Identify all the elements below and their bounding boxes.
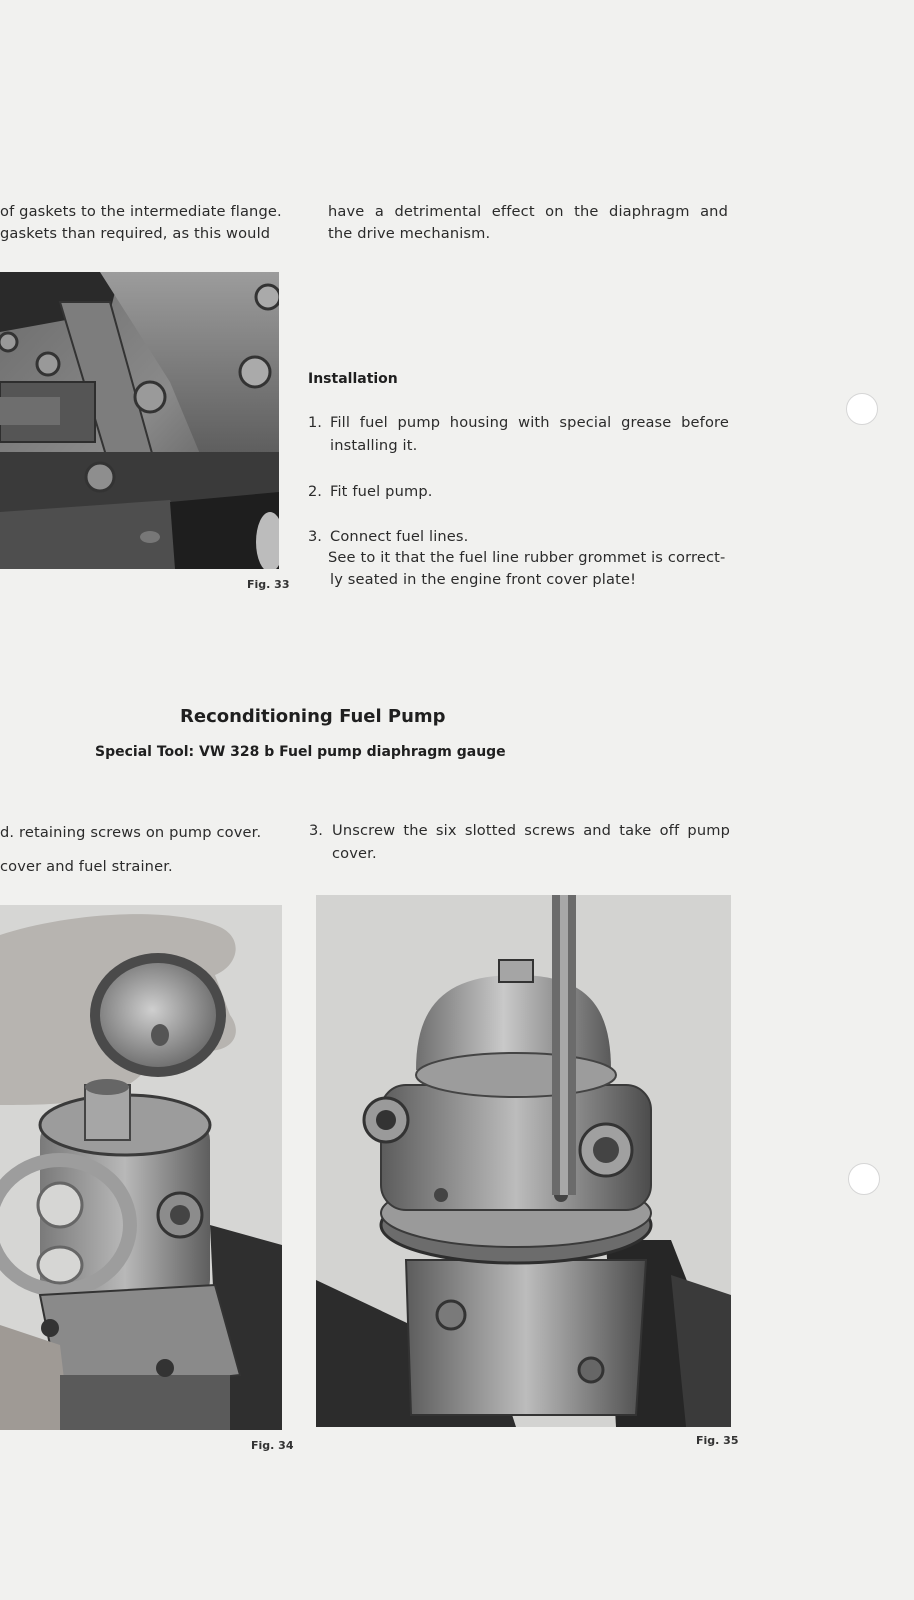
recon-step-3-line-1: Unscrew the six slotted screws and take off pump bbox=[332, 822, 730, 839]
top-right-line-2: the drive mechanism. bbox=[328, 225, 491, 242]
install-step-2-line-1: Fit fuel pump. bbox=[330, 483, 433, 500]
recon-left-line-1: d. retaining screws on pump cover. bbox=[0, 824, 262, 841]
install-step-1-line-1: Fill fuel pump housing with special grease before bbox=[330, 414, 729, 431]
top-left-line-1: of gaskets to the intermediate flange. bbox=[0, 203, 282, 220]
install-step-3-line-3: ly seated in the engine front cover plate! bbox=[330, 571, 637, 588]
install-step-1-number: 1. bbox=[308, 414, 322, 431]
install-step-2-number: 2. bbox=[308, 483, 322, 500]
top-right-line-1: have a detrimental effect on the diaphragm and bbox=[328, 203, 728, 220]
install-step-3-line-1: Connect fuel lines. bbox=[330, 528, 469, 545]
figure-33-photo bbox=[0, 272, 279, 569]
section-title: Reconditioning Fuel Pump bbox=[180, 706, 446, 727]
install-step-3-number: 3. bbox=[308, 528, 322, 545]
figure-34-photo bbox=[0, 905, 282, 1430]
figure-33-caption: Fig. 33 bbox=[247, 578, 290, 591]
recon-step-3-number: 3. bbox=[309, 822, 323, 839]
installation-heading: Installation bbox=[308, 371, 398, 387]
recon-left-line-2: cover and fuel strainer. bbox=[0, 858, 173, 875]
install-step-3-line-2: See to it that the fuel line rubber grommet is correct- bbox=[328, 549, 726, 566]
recon-step-3-line-2: cover. bbox=[332, 845, 377, 862]
special-tool-line: Special Tool: VW 328 b Fuel pump diaphragm gauge bbox=[95, 744, 506, 760]
binder-hole-top bbox=[846, 393, 878, 425]
top-left-line-2: gaskets than required, as this would bbox=[0, 225, 271, 242]
figure-35-caption: Fig. 35 bbox=[696, 1434, 739, 1447]
figure-35-photo bbox=[316, 895, 731, 1427]
install-step-1-line-2: installing it. bbox=[330, 437, 418, 454]
figure-34-caption: Fig. 34 bbox=[251, 1439, 294, 1452]
binder-hole-bottom bbox=[848, 1163, 880, 1195]
